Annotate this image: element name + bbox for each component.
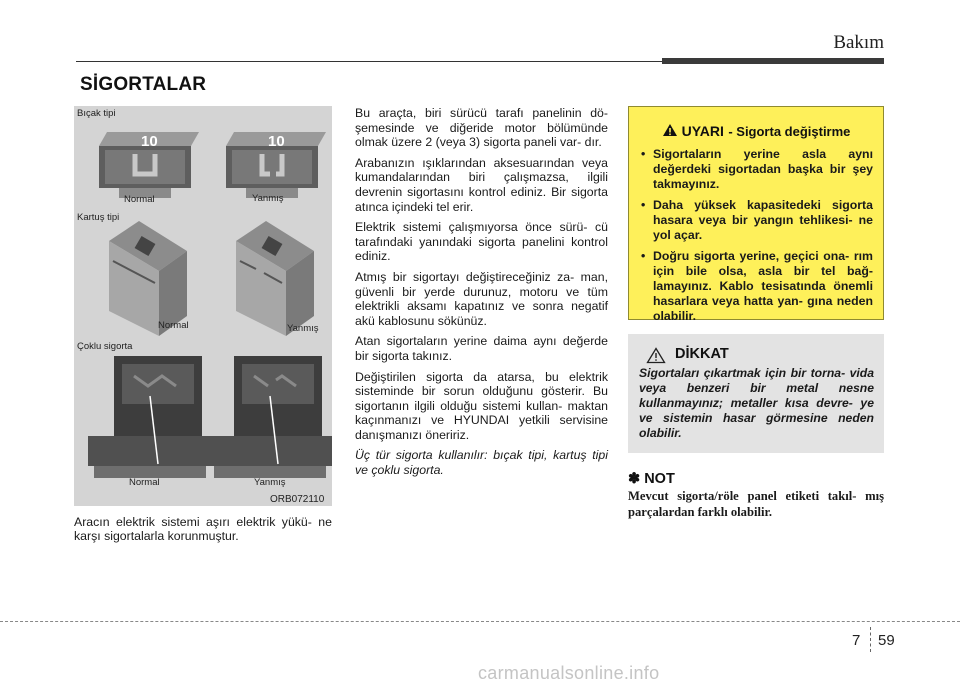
warning-triangle-icon <box>662 123 678 137</box>
caution-text: Sigortaları çıkartmak için bir torna- vida veya benzeri bir metal nesne kullanmayınız; metaller kısa devre- ye ve sistemin hasar görmesine neden olabilir. <box>639 366 874 440</box>
header-band <box>662 58 884 64</box>
caution-title: DİKKAT <box>675 346 729 362</box>
fuse-illustration <box>74 106 332 506</box>
list-item: • Doğru sigorta yerine, geçici ona- rım için bile olsa, asla bir tel bağ- lamayınız. Kablo tesisatında önemli hasarlara veya hatta yan- gına neden olabilir. <box>641 249 873 323</box>
warning-subtitle: - Sigorta değiştirme <box>728 124 851 139</box>
note-text: Mevcut sigorta/röle panel etiketi takıl- mış parçalardan farklı olabilir. <box>628 489 884 519</box>
label-cartridge-normal: Normal <box>158 320 189 331</box>
blade-rating-blown: 10 <box>268 133 285 150</box>
cartridge-fuse-normal <box>109 221 187 336</box>
paragraph: Aracın elektrik sistemi aşırı elektrik yükü- ne karşı sigortalarla korunmuştur. <box>74 515 332 544</box>
label-multi-blown: Yanmış <box>254 477 286 488</box>
paragraph: Elektrik sistemi çalışmıyorsa önce sürü- cü tarafındaki yanındaki sigorta panelini kontrol ediniz. <box>355 220 608 264</box>
bullet-marker: • <box>641 249 646 263</box>
caution-box <box>628 334 884 453</box>
warning-box <box>628 106 884 323</box>
label-cartridge-type: Kartuş tipi <box>77 212 120 223</box>
footer-rule <box>0 621 960 622</box>
label-blade-blown: Yanmış <box>252 193 284 204</box>
label-multi-normal: Normal <box>129 477 160 488</box>
list-item: • Sigortaların yerine asla aynı değerdeki sigortadan başka bir şey takmayınız. <box>641 147 873 191</box>
label-blade-type: Bıçak tipi <box>77 108 116 119</box>
left-column <box>74 515 332 549</box>
middle-column <box>355 106 608 484</box>
paragraph: Atmış bir sigortayı değiştireceğiniz za- man, güvenli bir yerde durunuz, motoru ve tüm elektrikli aksamı kapatınız ve sonra negatif akü kablosunu sökünüz. <box>355 269 608 328</box>
note-title: NOT <box>644 471 675 487</box>
blade-rating-normal: 10 <box>141 133 158 150</box>
paragraph: Arabanızın ışıklarından aksesuarından veya kumandalarından biri çalışmazsa, ilgili devrenin sigortasını kontrol ediniz. Bir sigorta atınca içindeki tel erir. <box>355 155 608 214</box>
paragraph: Bu araçta, biri sürücü tarafı panelinin dö- şemesinde ve diğeride motor bölümünde olmak üzere 2 (veya 3) sigorta paneli var- dır. <box>355 106 608 150</box>
label-cartridge-blown: Yanmış <box>287 323 319 334</box>
warning-heading <box>629 123 883 141</box>
note-star-icon: ✽ <box>628 471 641 487</box>
multi-fuse-blown <box>208 356 332 478</box>
page-number-divider <box>870 627 871 652</box>
label-multi-type: Çoklu sigorta <box>77 341 133 352</box>
paragraph-italic: Üç tür sigorta kullanılır: bıçak tipi, kartuş tipi ve çoklu sigorta. <box>355 448 608 478</box>
list-item: • Daha yüksek kapasitedeki sigorta hasara veya bir yangın tehlikesi- ne yol açar. <box>641 198 873 242</box>
figure-code: ORB072110 <box>270 494 325 505</box>
warning-list <box>641 147 873 330</box>
bullet-marker: • <box>641 198 646 212</box>
caution-triangle-icon <box>646 347 666 364</box>
cartridge-fuse-blown <box>236 221 314 336</box>
multi-fuse-normal <box>88 356 212 478</box>
paragraph: Atan sigortaların yerine daima aynı değerde bir sigorta takınız. <box>355 334 608 363</box>
section-title: SİGORTALAR <box>80 74 207 95</box>
paragraph: Değiştirilen sigorta da atarsa, bu elektrik sisteminde bir sorun olduğunu gösterir. Bu sigortanın ilgili olduğu sistemi kullan- maktan kaçınmanızı ve HYUNDAI yetkili servisine danışmanızı öneririz. <box>355 369 608 442</box>
warning-title: UYARI <box>681 123 724 139</box>
bullet-marker: • <box>641 147 646 161</box>
fuse-drawings <box>74 106 332 506</box>
note-heading <box>628 471 675 487</box>
watermark: carmanualsonline.info <box>478 663 660 683</box>
page-number: 59 <box>878 632 895 649</box>
running-header: Bakım <box>833 32 884 53</box>
label-blade-normal: Normal <box>124 194 155 205</box>
chapter-number: 7 <box>852 632 861 649</box>
